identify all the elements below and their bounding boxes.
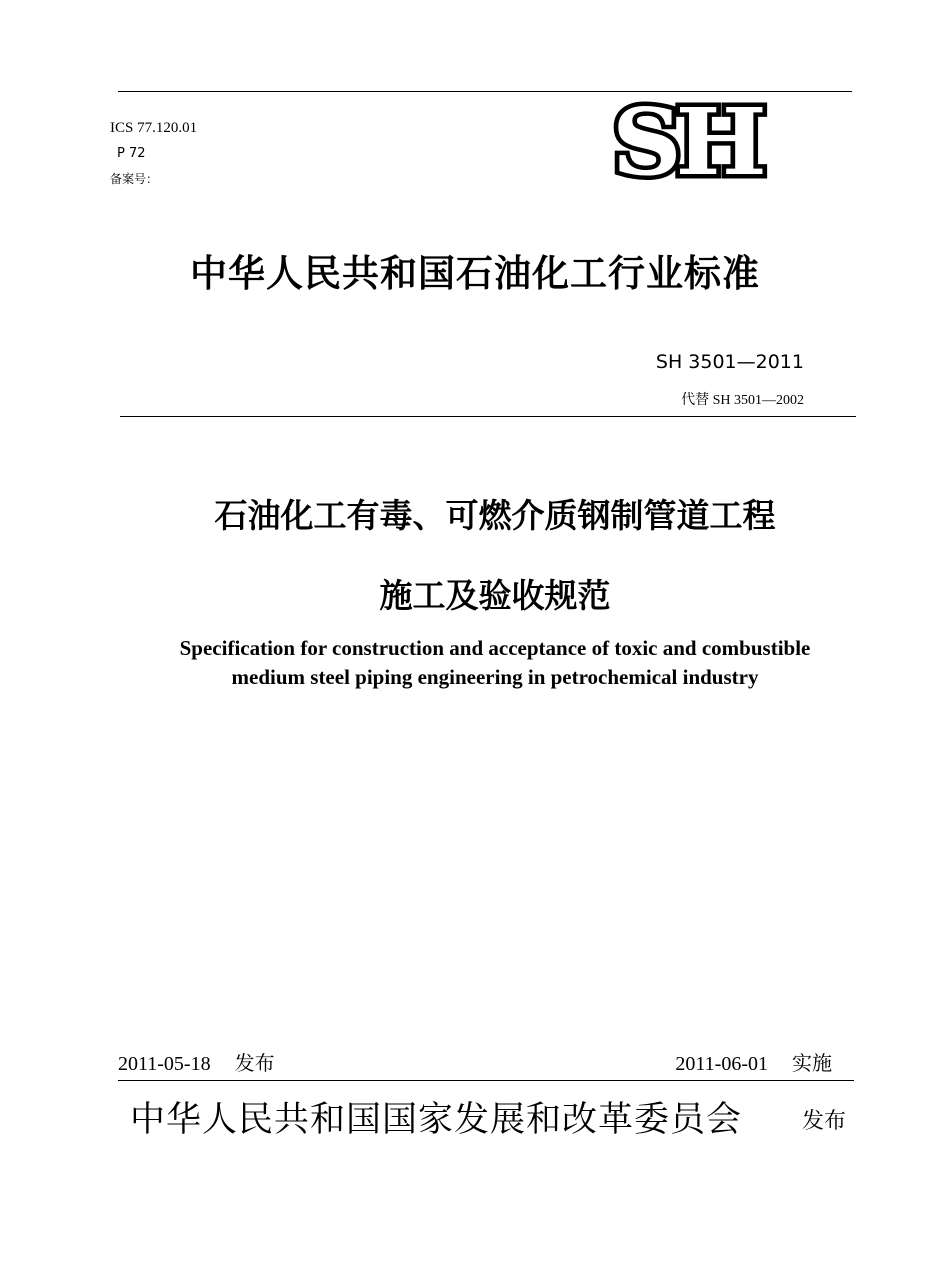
document-title-en-line1: Specification for construction and acceptance of toxic and combustible bbox=[179, 636, 811, 660]
bottom-rule bbox=[118, 1080, 854, 1081]
implementation-date: 2011-06-01 bbox=[675, 1053, 768, 1075]
document-title-cn-line1: 石油化工有毒、可燃介质钢制管道工程 bbox=[214, 496, 776, 535]
record-number-label: 备案号： bbox=[110, 172, 159, 186]
implementation-label: 实施 bbox=[792, 1051, 832, 1075]
issue-date: 2011-05-18 bbox=[118, 1053, 211, 1075]
standard-number-rule bbox=[120, 416, 856, 417]
classification-code: P 72 bbox=[117, 146, 146, 161]
replaced-standard: 代替 SH 3501—2002 bbox=[681, 393, 804, 408]
ics-code: ICS 77.120.01 bbox=[110, 120, 198, 136]
document-title-en-line2: medium steel piping engineering in petrochemical industry bbox=[231, 665, 759, 689]
issue-date-group bbox=[118, 1047, 275, 1076]
issuing-authority-label: 发布 bbox=[801, 1109, 846, 1134]
issue-label: 发布 bbox=[234, 1051, 275, 1075]
document-title-cn-line2: 施工及验收规范 bbox=[379, 576, 611, 615]
issuing-authority: 中华人民共和国国家发展和改革委员会 bbox=[130, 1100, 743, 1139]
industry-standard-title: 中华人民共和国石油化工行业标准 bbox=[190, 252, 760, 295]
standard-number: SH 3501—2011 bbox=[655, 351, 804, 373]
implementation-date-group bbox=[675, 1047, 832, 1076]
sh-logo: SH bbox=[612, 88, 761, 196]
